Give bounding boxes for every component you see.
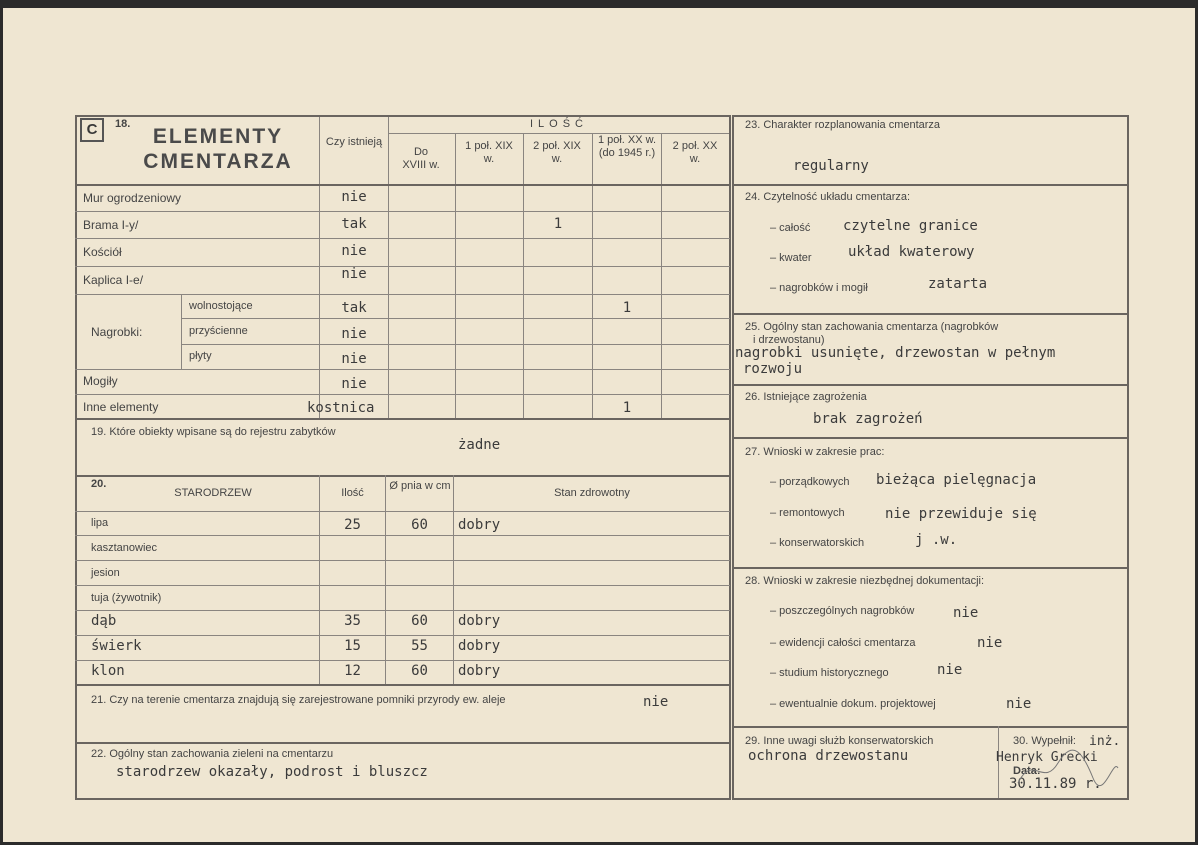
section20-number: 20. <box>91 478 107 490</box>
row-label-mur: Mur ogrodzeniowy <box>83 191 182 205</box>
s24-calosc-label: – całość <box>770 222 811 234</box>
section25-label-2: i drzewostanu) <box>753 334 825 346</box>
row-label-kaplica: Kaplica I-e/ <box>83 273 144 287</box>
s24-nagrobki-value: zatarta <box>928 276 988 292</box>
s27-konserwatorskich-label: – konserwatorskich <box>770 537 865 549</box>
tree-name-tuja: tuja (żywotnik) <box>91 592 162 604</box>
section18-title-line2: CMENTARZA <box>143 150 293 173</box>
section22-value: starodrzew okazały, podrost i bluszcz <box>116 764 428 780</box>
section24-label: 24. Czytelność układu cmentarza: <box>745 191 911 203</box>
tree-diam-swierk: 55 <box>411 638 428 654</box>
graves-przyscienne-label: przyścienne <box>189 325 248 337</box>
col-health-header: Stan zdrowotny <box>554 487 630 499</box>
tree-qty-lipa: 25 <box>344 517 361 533</box>
section30-name-line2: Henryk Grecki <box>996 750 1098 765</box>
ilosc-header: ILOŚĆ <box>529 118 588 130</box>
graves-wolnostojace-label: wolnostojące <box>189 300 253 312</box>
col-qty-header: Ilość <box>341 487 364 499</box>
s27-konserwatorskich-value: j .w. <box>915 532 958 548</box>
section25-value-1: nagrobki usunięte, drzewostan w pełnym <box>735 345 1056 361</box>
section30-date: 30.11.89 r. <box>1009 776 1102 792</box>
section19-value: żadne <box>458 437 501 453</box>
section23-label: 23. Charakter rozplanowania cmentarza <box>745 119 941 131</box>
section26-value: brak zagrożeń <box>813 411 923 427</box>
s28-nagrobkow-value: nie <box>953 605 979 621</box>
s28-studium-value: nie <box>937 662 963 678</box>
s28-projektowej-value: nie <box>1006 696 1032 712</box>
section21-label: 21. Czy na terenie cmentarza znajdują się zarejestrowane pomniki przyrody ew. aleje <box>91 694 506 706</box>
row-value-brama: tak <box>341 216 367 232</box>
section28-label: 28. Wnioski w zakresie niezbędnej dokumentacji: <box>745 575 985 587</box>
s28-ewidencji-label: – ewidencji całości cmentarza <box>770 637 916 649</box>
section23-value: regularny <box>793 158 869 174</box>
graves-przyscienne-value: nie <box>341 326 367 342</box>
tree-name-swierk: świerk <box>91 638 142 654</box>
signature-icon <box>1013 743 1123 793</box>
col-1pol-xix-header: 1 poł. XIX w. <box>465 140 513 165</box>
section20-title: STARODRZEW <box>174 487 252 499</box>
section30-name-line1: inż. <box>1089 734 1121 749</box>
s24-kwater-value: układ kwaterowy <box>848 244 975 260</box>
s27-remontowych-value: nie przewiduje się <box>885 506 1037 522</box>
s28-nagrobkow-label: – poszczególnych nagrobków <box>770 605 915 617</box>
tree-diam-klon: 60 <box>411 663 428 679</box>
card-letter: C <box>80 118 104 142</box>
section22-label: 22. Ogólny stan zachowania zieleni na cmentarzu <box>91 748 334 760</box>
section21-value: nie <box>643 694 669 710</box>
section26-label: 26. Istniejące zagrożenia <box>745 391 867 403</box>
section29-label: 29. Inne uwagi służb konserwatorskich <box>745 735 934 747</box>
row-qty-brama: 1 <box>553 216 563 232</box>
tree-health-lipa: dobry <box>458 517 501 533</box>
tree-name-klon: klon <box>91 663 125 679</box>
section30-date-label: Data: <box>1013 765 1041 777</box>
tree-name-jesion: jesion <box>91 567 120 579</box>
inne-value: kostnica <box>307 400 375 416</box>
tree-qty-dab: 35 <box>344 613 361 629</box>
s27-porzadkowych-label: – porządkowych <box>770 476 850 488</box>
col-1pol-xx-header: 1 poł. XX w. (do 1945 r.) <box>597 134 657 159</box>
mogily-label: Mogiły <box>83 374 118 388</box>
tree-diam-lipa: 60 <box>411 517 428 533</box>
inne-label: Inne elementy <box>83 400 159 414</box>
mogily-value: nie <box>341 376 367 392</box>
section18-number: 18. <box>115 118 131 130</box>
section18-title-line1: ELEMENTY <box>152 125 284 148</box>
tree-qty-swierk: 15 <box>344 638 361 654</box>
row-label-brama: Brama I-y/ <box>83 218 139 232</box>
tree-name-kasztanowiec: kasztanowiec <box>91 542 158 554</box>
section19-label: 19. Które obiekty wpisane są do rejestru zabytków <box>91 426 336 438</box>
tree-qty-klon: 12 <box>344 663 361 679</box>
tree-health-dab: dobry <box>458 613 501 629</box>
col-exists-header: Czy istnieją <box>325 136 383 148</box>
s24-kwater-label: – kwater <box>770 252 812 264</box>
tree-name-lipa: lipa <box>91 517 109 529</box>
graves-label: Nagrobki: <box>91 325 143 339</box>
graves-plyty-value: nie <box>341 351 367 367</box>
tree-health-klon: dobry <box>458 663 501 679</box>
tree-diam-dab: 60 <box>411 613 428 629</box>
s27-porzadkowych-value: bieżąca pielęgnacja <box>876 472 1037 488</box>
row-label-kosciol: Kościół <box>83 245 122 259</box>
tree-health-swierk: dobry <box>458 638 501 654</box>
section29-value: ochrona drzewostanu <box>748 748 909 764</box>
col-2pol-xix-header: 2 poł. XIX w. <box>533 140 581 165</box>
section25-label-1: 25. Ogólny stan zachowania cmentarza (nagrobków <box>745 321 999 333</box>
graves-wolnostojace-qty: 1 <box>622 300 632 316</box>
section25-value-2: rozwoju <box>743 361 803 377</box>
record-card <box>3 8 1195 842</box>
row-value-mur: nie <box>341 189 367 205</box>
s28-ewidencji-value: nie <box>977 635 1003 651</box>
s28-projektowej-label: – ewentualnie dokum. projektowej <box>770 698 936 710</box>
graves-plyty-label: płyty <box>189 350 212 362</box>
row-value-kaplica: nie <box>341 266 367 282</box>
tree-name-dab: dąb <box>91 613 117 629</box>
inne-qty: 1 <box>622 400 632 416</box>
section30-label: 30. Wypełnił: <box>1013 735 1076 747</box>
s24-nagrobki-label: – nagrobków i mogił <box>770 282 868 294</box>
col-diam-header: Ø pnia w cm <box>389 480 451 492</box>
s24-calosc-value: czytelne granice <box>843 218 978 234</box>
s28-studium-label: – studium historycznego <box>770 667 889 679</box>
s27-remontowych-label: – remontowych <box>770 507 845 519</box>
col-2pol-xx-header: 2 poł. XX w. <box>672 140 718 165</box>
col-xviii-header: Do XVIII w. <box>402 146 440 171</box>
row-value-kosciol: nie <box>341 243 367 259</box>
graves-wolnostojace-value: tak <box>341 300 367 316</box>
section27-label: 27. Wnioski w zakresie prac: <box>745 446 885 458</box>
